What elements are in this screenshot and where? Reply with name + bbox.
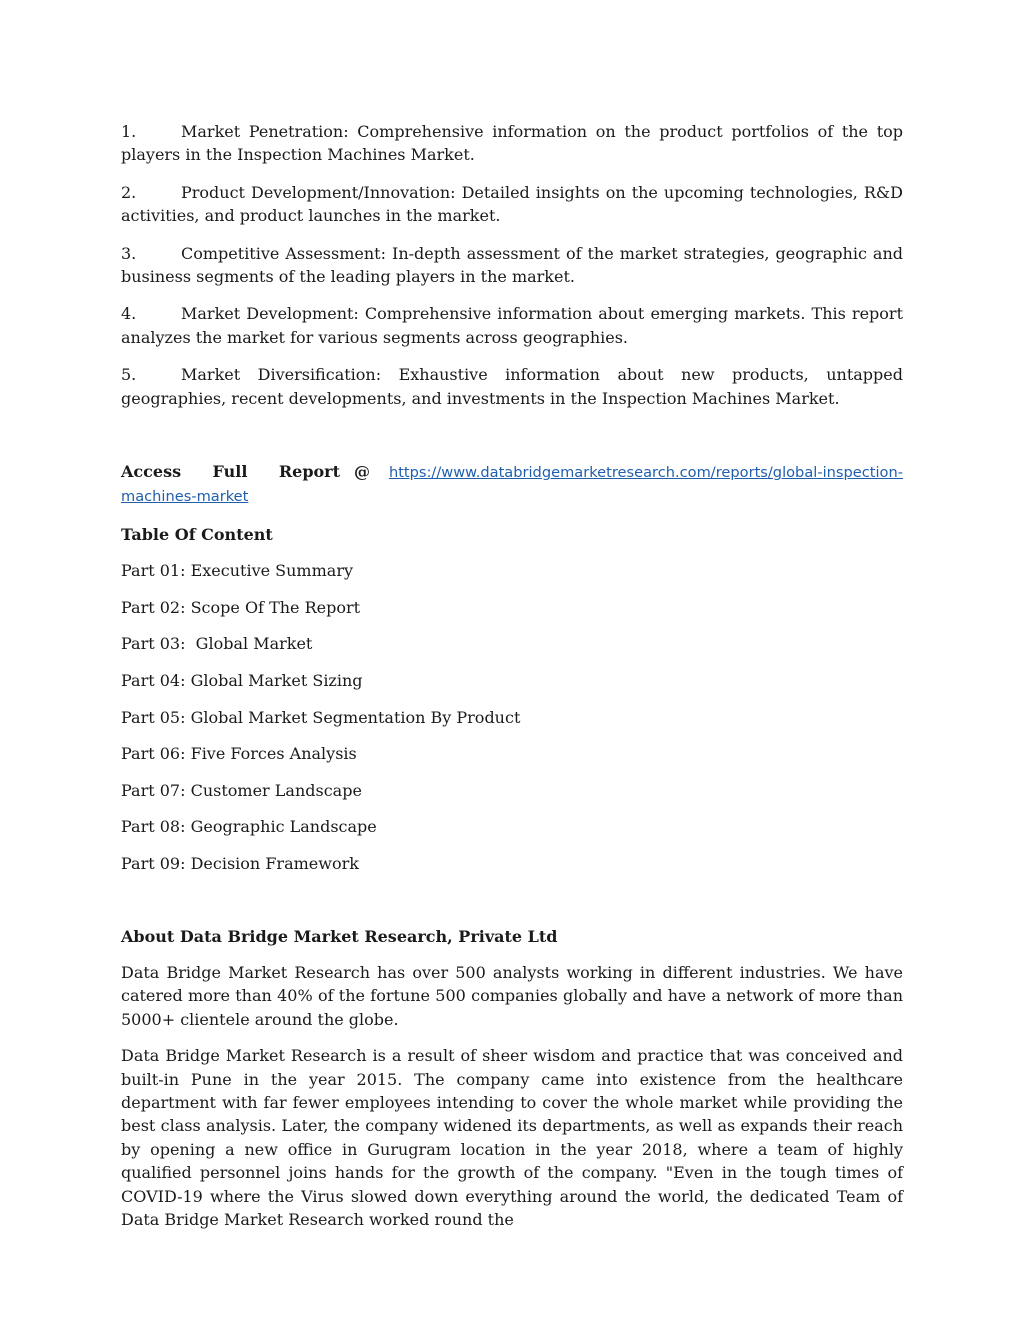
toc-item: Part 03: Global Market (121, 634, 313, 654)
toc-item: Part 05: Global Market Segmentation By Product (121, 707, 521, 727)
about-paragraph: Data Bridge Market Research is a result of sheer wisdom and practice that was conceived and built-in Pune in the year 2015. The company came into existence from the healthcare department with far fewer employees intending to cover the whole market while providing the best class analysis. Later, the company widened its departments, as well as expands their reach by opening a new office in Gurugram location in the year 2018, where a team of highly qualified personnel joins hands for the growth of the company. "Even in the tough times of COVID-19 where the Virus slowed down everything around the world, the dedicated Team of Data Bridge Market Research worked round the (121, 1046, 903, 1230)
list-item (121, 242, 903, 289)
list-item-text: Market Penetration: Comprehensive information on the product portfolios of the top players in the Inspection Machines Market. (121, 122, 903, 165)
toc-item: Part 06: Five Forces Analysis (121, 744, 357, 764)
toc-item: Part 07: Customer Landscape (121, 780, 362, 800)
about-heading: About Data Bridge Market Research, Private Ltd (121, 926, 558, 946)
spacer (121, 424, 903, 460)
numbered-list (121, 120, 903, 410)
toc-item: Part 04: Global Market Sizing (121, 671, 363, 691)
list-item-number: 1. (121, 122, 137, 141)
list-item (121, 363, 903, 410)
list-item-text: Market Diversification: Exhaustive information about new products, untapped geographies, recent developments, and investments in the Inspection Machines Market. (121, 365, 903, 408)
table-of-contents (121, 559, 903, 875)
about-paragraph: Data Bridge Market Research has over 500 analysts working in different industries. We have catered more than 40% of the fortune 500 companies globally and have a network of more than 5000+ clientele around the globe. (121, 963, 903, 1029)
access-label-word: Report (278, 462, 340, 482)
toc-item: Part 01: Executive Summary (121, 561, 353, 581)
access-label-word: Full (212, 462, 248, 482)
toc-item: Part 08: Geographic Landscape (121, 817, 377, 837)
list-item-text: Competitive Assessment: In-depth assessment of the market strategies, geographic and business segments of the leading players in the market. (121, 243, 903, 287)
list-item (121, 181, 903, 228)
spacer (121, 889, 903, 925)
access-label (121, 462, 382, 481)
toc-item: Part 02: Scope Of The Report (121, 597, 361, 617)
list-item-number: 5. (121, 365, 137, 385)
access-full-report (121, 460, 903, 509)
at-symbol: @ (354, 462, 370, 482)
toc-heading: Table Of Content (121, 524, 273, 544)
list-item-number: 4. (121, 304, 137, 324)
list-item-text: Market Development: Comprehensive information about emerging markets. This report analyzes the market for various segments across geographies. (121, 304, 903, 347)
access-label-word: Access (121, 462, 182, 482)
list-item-text: Product Development/Innovation: Detailed insights on the upcoming technologies, R&D activities, and product launches in the market. (121, 182, 903, 226)
report-link[interactable]: https://www.databridgemarketresearch.com/reports/global-inspection-machines-market (121, 464, 903, 506)
list-item-number: 3. (121, 243, 137, 263)
toc-item: Part 09: Decision Framework (121, 854, 359, 874)
list-item (121, 120, 903, 167)
list-item-number: 2. (121, 182, 137, 202)
document-page (121, 120, 903, 1245)
list-item (121, 302, 903, 349)
